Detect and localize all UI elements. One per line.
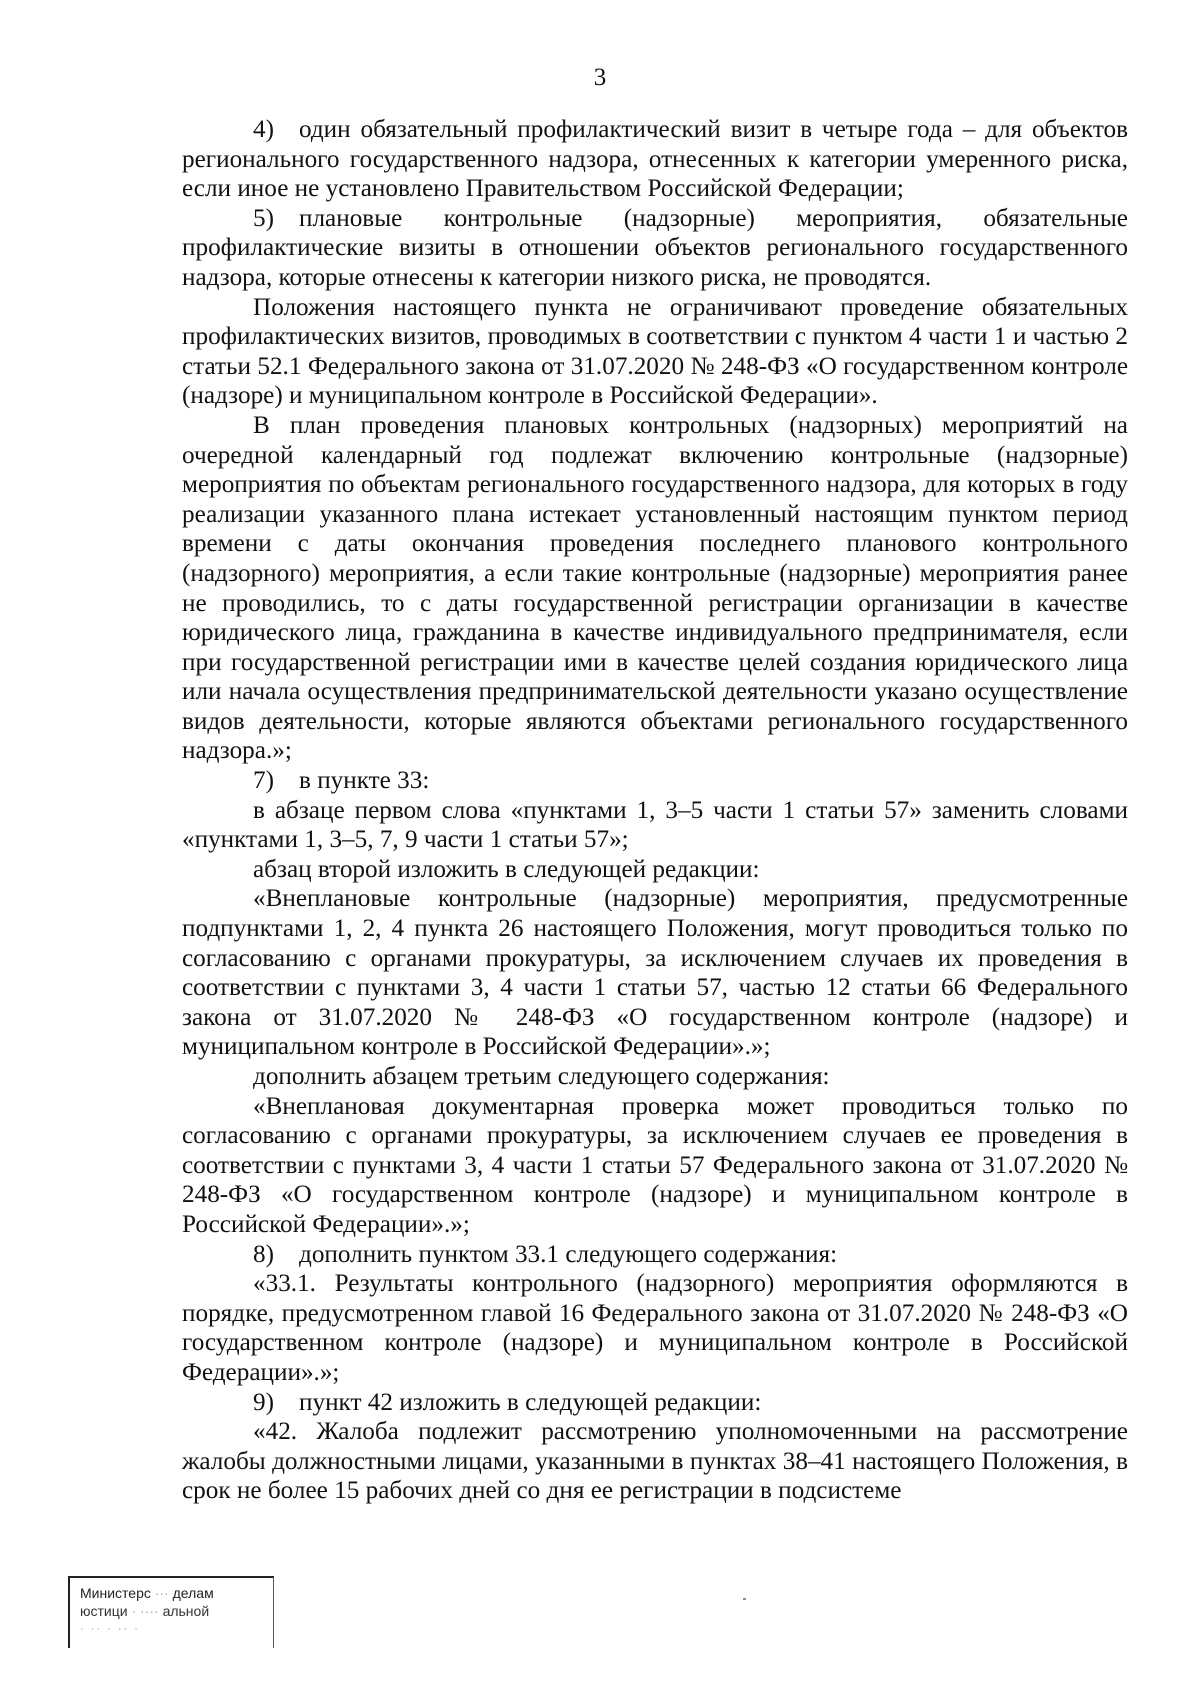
paragraph-text: В план проведения плановых контрольных (надзорных) мероприятий на очередной календарный год подлежат включению контрольные (надзорные) мероприятия по объектам регионального государственного надзора, для которых в году реализации указанного плана истекает установленный настоящим пунктом период времени с даты окончания проведения последнего планового контрольного (надзорного) мероприятия, а если такие контрольные (надзорные) мероприятия ранее не проводились, то с даты государственной регистрации организации в качестве юридического лица, гражданина в качестве индивидуального предпринимателя, если при государственной регистрации ими в качестве целей создания юридического лица или начала осуществления предпринимательской деятельности указано осуществление видов деятельности, которые являются объектами регионального государственного надзора.»; (182, 411, 1128, 765)
paragraph-text: пункт 42 изложить в следующей редакции: (299, 1388, 762, 1416)
paragraph-text: «Внеплановая документарная проверка может проводиться только по согласованию с органами прокуратуры, за исключением случаев ее проведения в соответствии с пунктами 3, 4 части 1 статьи 57 Федерального закона от 31.07.2020 № 248-ФЗ «О государственном контроле (надзоре) и муниципальном контроле в Российской Федерации».»; (182, 1092, 1128, 1238)
paragraph (182, 1417, 1128, 1506)
list-item-number: 5) (253, 204, 274, 232)
paragraph-text: Положения настоящего пункта не ограничивают проведение обязательных профилактических визитов, проводимых в соответствии с пунктом 4 части 1 и частью 2 статьи 52.1 Федерального закона от 31.07.2020 № 248-ФЗ «О государственном контроле (надзоре) и муниципальном контроле в Российской Федерации». (182, 293, 1128, 410)
paragraph (182, 855, 1128, 885)
paragraph-text: «42. Жалоба подлежит рассмотрению уполномоченными на рассмотрение жалобы должностными лицами, указанными в пунктах 38–41 настоящего Положения, в срок не более 15 рабочих дней со дня ее регистрации в подсистеме (182, 1418, 1128, 1505)
stamp-line-2: юстици · ···· альной (80, 1603, 210, 1619)
list-item-paragraph (182, 766, 1128, 796)
paragraph (182, 796, 1128, 855)
document-body (182, 115, 1128, 1506)
stamp-line-2-end: альной (162, 1603, 210, 1619)
paragraph-text: дополнить абзацем третьим следующего содержания: (253, 1063, 830, 1090)
scan-speck (743, 1598, 746, 1600)
paragraph (182, 293, 1128, 411)
list-item-paragraph (182, 204, 1128, 293)
paragraph (182, 1062, 1128, 1092)
paragraph-text: абзац второй изложить в следующей редакции: (253, 855, 760, 883)
paragraph-text: дополнить пунктом 33.1 следующего содержания: (299, 1240, 838, 1268)
list-item-number: 4) (253, 116, 274, 143)
paragraph (182, 411, 1128, 766)
registration-stamp (68, 1576, 274, 1648)
stamp-line-3-faded: · ·· · ·· · (80, 1623, 140, 1635)
paragraph (182, 1269, 1128, 1387)
list-item-number: 8) (253, 1240, 274, 1268)
stamp-line-2-start: юстици (80, 1603, 128, 1619)
list-item-paragraph (182, 115, 1128, 204)
paragraph-text: в абзаце первом слова «пунктами 1, 3–5 части 1 статьи 57» заменить словами «пунктами 1, 3–5, 7, 9 части 1 статьи 57»; (182, 796, 1128, 854)
list-item-paragraph (182, 1240, 1128, 1270)
list-item-number: 7) (253, 767, 274, 795)
paragraph-text: «33.1. Результаты контрольного (надзорного) мероприятия оформляются в порядке, предусмотренном главой 16 Федерального закона от 31.07.2020 № 248-ФЗ «О государственном контроле (надзоре) и муниципальном контроле в Российской Федерации».»; (182, 1270, 1128, 1386)
list-item-number: 9) (253, 1388, 274, 1416)
stamp-line-1-start: Министерс (80, 1585, 151, 1601)
stamp-line-1: Министерс ··· делам (80, 1585, 214, 1601)
paragraph (182, 1092, 1128, 1240)
paragraph-text: один обязательный профилактический визит в четыре года – для объектов регионального государственного надзора, отнесенных к категории умеренного риска, если иное не установлено Правительством Российской Федерации; (182, 116, 1128, 203)
paragraph-text: плановые контрольные (надзорные) мероприятия, обязательные профилактические визиты в отношении объектов регионального государственного надзора, которые отнесены к категории низкого риска, не проводятся. (182, 204, 1128, 291)
page-number: 3 (593, 64, 607, 91)
paragraph (182, 884, 1128, 1062)
stamp-line-1-end: делам (172, 1585, 214, 1601)
paragraph-text: «Внеплановые контрольные (надзорные) мероприятия, предусмотренные подпунктами 1, 2, 4 пункта 26 настоящего Положения, могут проводиться только по согласованию с органами прокуратуры, за исключением случаев их проведения в соответствии с пунктами 3, 4 части 1 статьи 57, частью 12 статьи 66 Федерального закона от 31.07.2020 № 248-ФЗ «О государственном контроле (надзоре) и муниципальном контроле в Российской Федерации».»; (182, 885, 1128, 1061)
paragraph-text: в пункте 33: (299, 767, 430, 795)
list-item-paragraph (182, 1388, 1128, 1418)
